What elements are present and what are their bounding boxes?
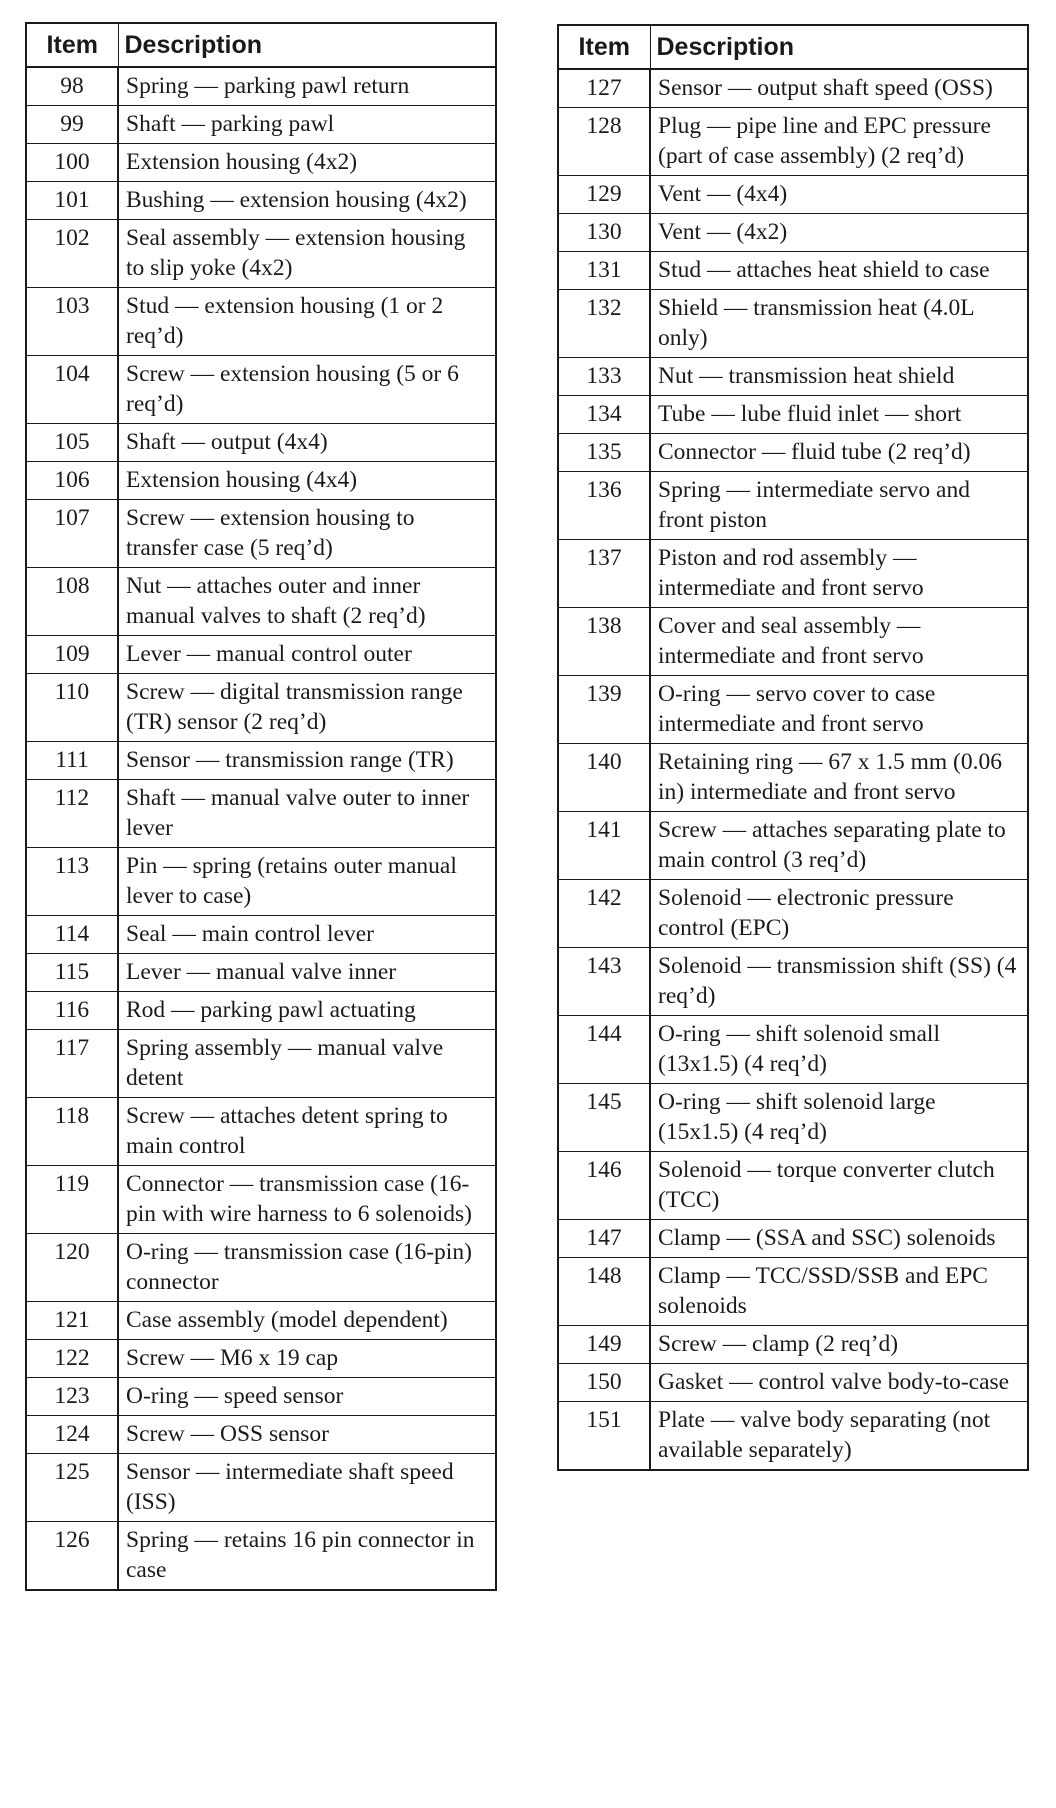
item-description: Seal assembly — extension housing to slip yoke (4x2) [118, 220, 496, 288]
item-number: 143 [558, 948, 650, 1016]
parts-table-left [25, 22, 497, 1591]
table-row [26, 916, 496, 954]
table-row [26, 1030, 496, 1098]
item-description: Spring — intermediate servo and front piston [650, 472, 1028, 540]
table-row [558, 472, 1028, 540]
table-row [558, 540, 1028, 608]
item-number: 131 [558, 252, 650, 290]
item-number: 119 [26, 1166, 118, 1234]
table-row [558, 744, 1028, 812]
table-row [558, 1326, 1028, 1364]
item-description: Screw — digital transmission range (TR) sensor (2 req’d) [118, 674, 496, 742]
item-number: 121 [26, 1302, 118, 1340]
item-description: Case assembly (model dependent) [118, 1302, 496, 1340]
item-number: 112 [26, 780, 118, 848]
item-description: Connector — fluid tube (2 req’d) [650, 434, 1028, 472]
table-row [26, 67, 496, 106]
table-row [26, 106, 496, 144]
table-row [26, 1234, 496, 1302]
table-row [26, 500, 496, 568]
item-number: 99 [26, 106, 118, 144]
item-number: 107 [26, 500, 118, 568]
description-column-header: Description [118, 23, 496, 67]
item-column-header: Item [26, 23, 118, 67]
item-description: O-ring — servo cover to case intermediate and front servo [650, 676, 1028, 744]
item-description: O-ring — shift solenoid large (15x1.5) (4 req’d) [650, 1084, 1028, 1152]
item-description: Solenoid — torque converter clutch (TCC) [650, 1152, 1028, 1220]
item-number: 118 [26, 1098, 118, 1166]
table-row [26, 220, 496, 288]
item-number: 117 [26, 1030, 118, 1098]
item-description: Seal — main control lever [118, 916, 496, 954]
item-number: 147 [558, 1220, 650, 1258]
table-row [26, 568, 496, 636]
table-row [558, 1220, 1028, 1258]
item-description: Connector — transmission case (16-pin with wire harness to 6 solenoids) [118, 1166, 496, 1234]
item-number: 108 [26, 568, 118, 636]
table-row [26, 780, 496, 848]
item-description: Screw — attaches separating plate to main control (3 req’d) [650, 812, 1028, 880]
item-description: Vent — (4x2) [650, 214, 1028, 252]
item-number: 98 [26, 67, 118, 106]
table-row [26, 288, 496, 356]
table-row [26, 636, 496, 674]
table-row [26, 424, 496, 462]
table-row [26, 356, 496, 424]
table-row [558, 69, 1028, 108]
item-description: Lever — manual control outer [118, 636, 496, 674]
item-number: 151 [558, 1402, 650, 1471]
item-number: 105 [26, 424, 118, 462]
item-description: Clamp — TCC/SSD/SSB and EPC solenoids [650, 1258, 1028, 1326]
item-description: Shaft — output (4x4) [118, 424, 496, 462]
item-description: Sensor — intermediate shaft speed (ISS) [118, 1454, 496, 1522]
item-description: Screw — extension housing to transfer case (5 req’d) [118, 500, 496, 568]
table-row [26, 1522, 496, 1591]
item-number: 137 [558, 540, 650, 608]
item-number: 136 [558, 472, 650, 540]
parts-table-right-body [558, 69, 1028, 1470]
table-row [26, 992, 496, 1030]
item-number: 101 [26, 182, 118, 220]
item-number: 127 [558, 69, 650, 108]
item-description: Shield — transmission heat (4.0L only) [650, 290, 1028, 358]
item-description: Nut — attaches outer and inner manual valves to shaft (2 req’d) [118, 568, 496, 636]
item-number: 103 [26, 288, 118, 356]
table-row [558, 1364, 1028, 1402]
table-row [26, 144, 496, 182]
table-row [26, 1454, 496, 1522]
table-row [26, 848, 496, 916]
item-column-header: Item [558, 25, 650, 69]
item-description: Retaining ring — 67 x 1.5 mm (0.06 in) intermediate and front servo [650, 744, 1028, 812]
parts-table-left-body [26, 67, 496, 1590]
item-number: 123 [26, 1378, 118, 1416]
item-number: 150 [558, 1364, 650, 1402]
item-description: Extension housing (4x4) [118, 462, 496, 500]
item-number: 115 [26, 954, 118, 992]
item-description: Clamp — (SSA and SSC) solenoids [650, 1220, 1028, 1258]
item-description: Bushing — extension housing (4x2) [118, 182, 496, 220]
item-description: Spring — retains 16 pin connector in case [118, 1522, 496, 1591]
header-row [558, 25, 1028, 69]
item-description: Gasket — control valve body-to-case [650, 1364, 1028, 1402]
item-number: 111 [26, 742, 118, 780]
item-description: Stud — attaches heat shield to case [650, 252, 1028, 290]
item-description: Spring — parking pawl return [118, 67, 496, 106]
item-number: 146 [558, 1152, 650, 1220]
table-row [558, 812, 1028, 880]
item-number: 125 [26, 1454, 118, 1522]
item-description: Cover and seal assembly — intermediate and front servo [650, 608, 1028, 676]
item-number: 104 [26, 356, 118, 424]
table-row [26, 742, 496, 780]
item-number: 128 [558, 108, 650, 176]
table-row [26, 674, 496, 742]
item-description: Lever — manual valve inner [118, 954, 496, 992]
item-number: 144 [558, 1016, 650, 1084]
item-description: O-ring — shift solenoid small (13x1.5) (4 req’d) [650, 1016, 1028, 1084]
table-row [558, 880, 1028, 948]
table-row [558, 1258, 1028, 1326]
item-description: Rod — parking pawl actuating [118, 992, 496, 1030]
item-description: Solenoid — transmission shift (SS) (4 req’d) [650, 948, 1028, 1016]
item-description: Screw — clamp (2 req’d) [650, 1326, 1028, 1364]
table-row [558, 396, 1028, 434]
item-description: Vent — (4x4) [650, 176, 1028, 214]
item-number: 148 [558, 1258, 650, 1326]
item-description: Tube — lube fluid inlet — short [650, 396, 1028, 434]
item-number: 122 [26, 1340, 118, 1378]
item-description: Plug — pipe line and EPC pressure (part of case assembly) (2 req’d) [650, 108, 1028, 176]
table-row [26, 1378, 496, 1416]
item-description: Spring assembly — manual valve detent [118, 1030, 496, 1098]
table-row [558, 252, 1028, 290]
table-row [558, 108, 1028, 176]
item-description: Screw — M6 x 19 cap [118, 1340, 496, 1378]
table-row [26, 954, 496, 992]
table-row [26, 1302, 496, 1340]
item-number: 142 [558, 880, 650, 948]
item-number: 130 [558, 214, 650, 252]
table-row [26, 1340, 496, 1378]
item-number: 139 [558, 676, 650, 744]
item-description: O-ring — speed sensor [118, 1378, 496, 1416]
header-row [26, 23, 496, 67]
item-number: 134 [558, 396, 650, 434]
table-row [26, 182, 496, 220]
item-number: 141 [558, 812, 650, 880]
item-description: Pin — spring (retains outer manual lever to case) [118, 848, 496, 916]
item-description: Shaft — parking pawl [118, 106, 496, 144]
item-number: 100 [26, 144, 118, 182]
item-description: Screw — OSS sensor [118, 1416, 496, 1454]
item-description: Nut — transmission heat shield [650, 358, 1028, 396]
item-number: 120 [26, 1234, 118, 1302]
item-number: 109 [26, 636, 118, 674]
table-row [558, 1402, 1028, 1471]
table-row [558, 434, 1028, 472]
table-row [26, 462, 496, 500]
item-number: 140 [558, 744, 650, 812]
item-number: 135 [558, 434, 650, 472]
item-description: Shaft — manual valve outer to inner lever [118, 780, 496, 848]
item-description: Plate — valve body separating (not available separately) [650, 1402, 1028, 1471]
item-number: 132 [558, 290, 650, 358]
item-number: 113 [26, 848, 118, 916]
item-description: Screw — extension housing (5 or 6 req’d) [118, 356, 496, 424]
item-number: 116 [26, 992, 118, 1030]
table-row [26, 1098, 496, 1166]
item-description: Sensor — transmission range (TR) [118, 742, 496, 780]
item-number: 114 [26, 916, 118, 954]
item-number: 126 [26, 1522, 118, 1591]
item-description: Solenoid — electronic pressure control (EPC) [650, 880, 1028, 948]
table-row [26, 1416, 496, 1454]
table-row [558, 290, 1028, 358]
item-description: Extension housing (4x2) [118, 144, 496, 182]
table-row [558, 1152, 1028, 1220]
item-number: 110 [26, 674, 118, 742]
table-row [558, 214, 1028, 252]
table-row [558, 176, 1028, 214]
table-row [558, 948, 1028, 1016]
parts-table-right [557, 24, 1029, 1471]
table-row [558, 676, 1028, 744]
item-number: 138 [558, 608, 650, 676]
item-description: O-ring — transmission case (16-pin) connector [118, 1234, 496, 1302]
item-description: Stud — extension housing (1 or 2 req’d) [118, 288, 496, 356]
item-number: 149 [558, 1326, 650, 1364]
table-row [558, 358, 1028, 396]
item-number: 106 [26, 462, 118, 500]
table-row [558, 608, 1028, 676]
description-column-header: Description [650, 25, 1028, 69]
item-number: 129 [558, 176, 650, 214]
table-row [26, 1166, 496, 1234]
table-row [558, 1016, 1028, 1084]
item-description: Sensor — output shaft speed (OSS) [650, 69, 1028, 108]
item-number: 145 [558, 1084, 650, 1152]
table-row [558, 1084, 1028, 1152]
item-number: 124 [26, 1416, 118, 1454]
item-number: 102 [26, 220, 118, 288]
item-description: Screw — attaches detent spring to main control [118, 1098, 496, 1166]
item-number: 133 [558, 358, 650, 396]
item-description: Piston and rod assembly — intermediate and front servo [650, 540, 1028, 608]
